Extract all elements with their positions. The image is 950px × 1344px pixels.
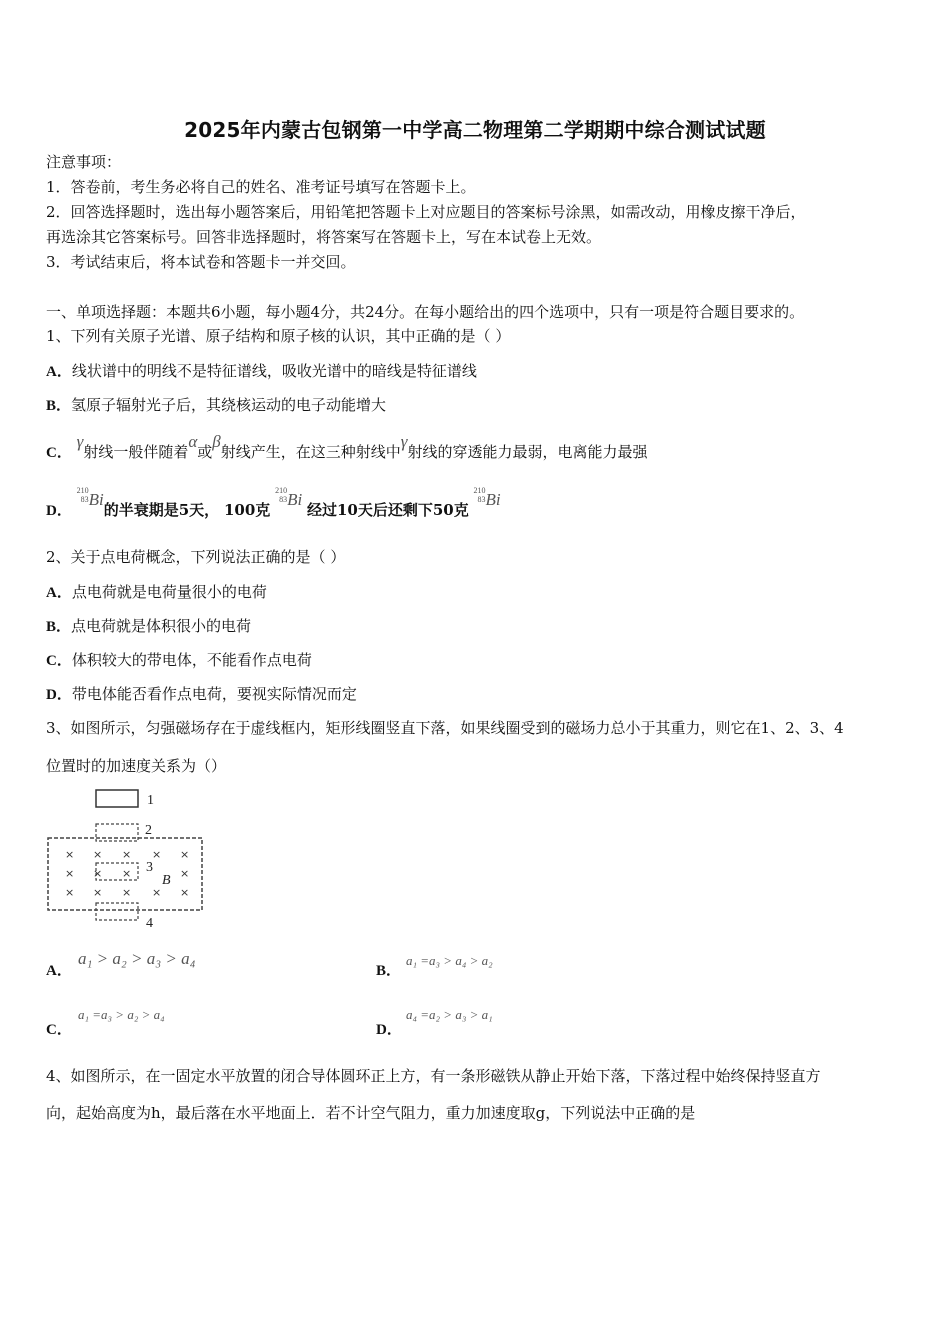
- q3-option-a-text: a₁ > a₂ > a₃ > a₄: [78, 949, 196, 968]
- position-label: 2: [145, 823, 152, 838]
- option-label: D．: [46, 503, 72, 519]
- position-label: 1: [147, 793, 154, 808]
- q1-option-d: [46, 486, 501, 521]
- field-cross: ×: [122, 867, 132, 880]
- field-cross: ×: [152, 848, 162, 861]
- question-4-stem: 4、如图所示，在一固定水平放置的闭合导体圆环正上方，有一条形磁铁从静止开始下落，下落过程中始终保持竖直方: [46, 1067, 821, 1085]
- option-text: 线状谱中的明线不是特征谱线，吸收光谱中的暗线是特征谱线: [71, 362, 477, 380]
- page-title: 2025年内蒙古包钢第一中学高二物理第二学期期中综合测试试题: [184, 118, 766, 142]
- gamma-symbol: γ: [76, 432, 84, 451]
- q2-option-a: [46, 582, 267, 603]
- q3-option-a-label: A．: [46, 963, 72, 979]
- notice-heading: 注意事项：: [46, 153, 122, 171]
- option-label: B．: [46, 398, 72, 414]
- alpha-symbol: α: [188, 432, 198, 451]
- option-text: 点电荷就是体积很小的电荷: [71, 617, 252, 635]
- field-cross: ×: [180, 886, 190, 899]
- magnetic-field-figure: [40, 784, 220, 934]
- option-text: 或: [197, 443, 213, 461]
- option-text: 体积较大的带电体，不能看作点电荷: [71, 651, 312, 669]
- option-label: C．: [46, 653, 72, 669]
- q3-option-b-text: a₁ =a₃ > a₄ > a₂: [406, 953, 493, 968]
- coil-position-4: [96, 903, 138, 920]
- position-label: 4: [146, 916, 153, 931]
- nuclide-symbol: Bi: [287, 490, 303, 509]
- notice-item: 1．答卷前，考生务必将自己的姓名、准考证号填写在答题卡上。: [46, 178, 476, 196]
- option-text: 氢原子辐射光子后，其绕核运动的电子动能增大: [71, 396, 387, 414]
- option-text: 的半衰期是5天，: [103, 501, 220, 519]
- coil-position-1: [96, 790, 138, 807]
- field-cross: ×: [93, 867, 103, 880]
- field-label: B: [162, 873, 171, 888]
- option-text: 带电体能否看作点电荷，要视实际情况而定: [71, 685, 357, 703]
- field-cross: ×: [93, 848, 103, 861]
- option-text: 经过10天后还剩下50克: [306, 501, 469, 519]
- q3-option-d-text: a₄ =a₂ > a₃ > a₁: [406, 1007, 493, 1022]
- option-label: A．: [46, 364, 72, 380]
- field-cross: ×: [65, 886, 75, 899]
- nuclide-symbol: Bi: [88, 490, 104, 509]
- option-text: 射线产生，在这三种射线中: [220, 443, 401, 461]
- beta-symbol: β: [212, 432, 221, 451]
- q3-option-c-label: C．: [46, 1022, 72, 1038]
- question-3-stem: 位置时的加速度关系为（）: [46, 757, 227, 775]
- q1-option-b: [46, 395, 386, 416]
- question-1-stem: 1、下列有关原子光谱、原子结构和原子核的认识，其中正确的是（ ）: [46, 327, 511, 345]
- q3-option-b-label: B．: [376, 963, 402, 979]
- nuclide-symbol: Bi: [485, 490, 501, 509]
- field-cross: ×: [180, 867, 190, 880]
- option-text: 点电荷就是电荷量很小的电荷: [71, 583, 267, 601]
- notice-item: 再选涂其它答案标号。回答非选择题时，将答案写在答题卡上，写在本试卷上无效。: [46, 228, 602, 246]
- option-label: D．: [46, 687, 72, 703]
- section-heading: 一、单项选择题：本题共6小题，每小题4分，共24分。在每小题给出的四个选项中，只有一项是符合题目要求的。: [46, 303, 805, 321]
- q3-option-c-text: a₁ =a₃ > a₂ > a₄: [78, 1007, 165, 1022]
- q2-option-b: [46, 616, 251, 637]
- q2-option-c: [46, 650, 312, 671]
- coil-position-3: [96, 863, 138, 880]
- field-crosses: [65, 848, 189, 899]
- option-text: 100克: [223, 501, 271, 519]
- q1-option-c: [46, 432, 648, 463]
- option-text: 射线的穿透能力最弱，电离能力最强: [407, 443, 648, 461]
- q3-option-d-label: D．: [376, 1022, 402, 1038]
- field-cross: ×: [122, 886, 132, 899]
- position-label: 3: [146, 860, 153, 875]
- question-3-stem: 3、如图所示，匀强磁场存在于虚线框内，矩形线圈竖直下落，如果线圈受到的磁场力总小于其重力，则它在1、2、3、4: [46, 719, 844, 737]
- question-4-stem: 向，起始高度为h，最后落在水平地面上．若不计空气阻力，重力加速度取g，下列说法中正确的是: [46, 1104, 696, 1122]
- field-cross: ×: [122, 848, 132, 861]
- gamma-symbol: γ: [400, 432, 408, 451]
- field-cross: ×: [65, 848, 75, 861]
- nuclide-index: 210 83: [275, 486, 288, 504]
- option-text: 射线一般伴随着: [83, 443, 189, 461]
- option-label: C．: [46, 445, 72, 461]
- q1-option-a: [46, 361, 477, 382]
- notice-item: 2．回答选择题时，选出每小题答案后，用铅笔把答题卡上对应题目的答案标号涂黑，如需改动，用橡皮擦干净后，: [46, 203, 806, 221]
- field-cross: ×: [93, 886, 103, 899]
- option-label: B．: [46, 619, 72, 635]
- field-cross: ×: [180, 848, 190, 861]
- field-cross: ×: [65, 867, 75, 880]
- option-label: A．: [46, 585, 72, 601]
- nuclide-index: 210 83: [473, 486, 486, 504]
- notice-item: 3．考试结束后，将本试卷和答题卡一并交回。: [46, 253, 356, 271]
- q2-option-d: [46, 684, 357, 705]
- question-2-stem: 2、关于点电荷概念，下列说法正确的是（ ）: [46, 548, 346, 566]
- nuclide-index: 210 83: [76, 486, 89, 504]
- field-cross: ×: [152, 886, 162, 899]
